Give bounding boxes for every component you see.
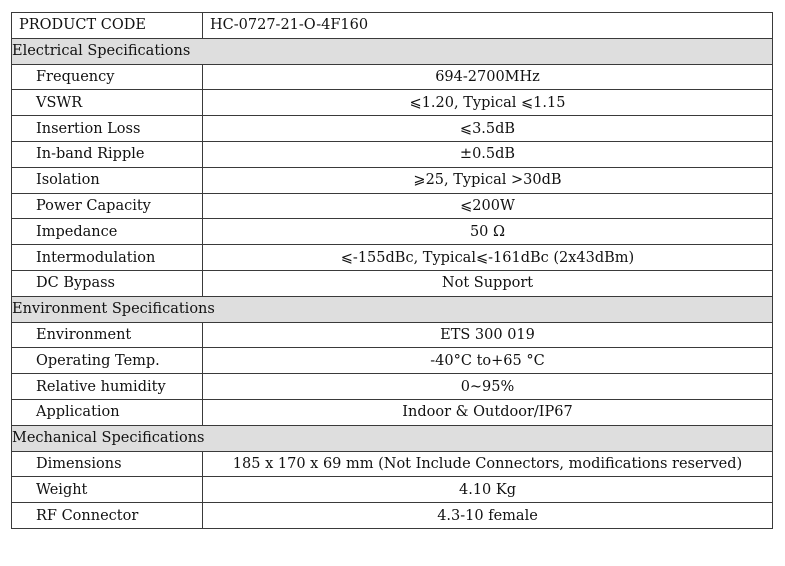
spec-label: Frequency xyxy=(12,64,203,90)
section-title: Environment Specifications xyxy=(12,296,773,322)
spec-row xyxy=(12,64,773,90)
spec-label: Insertion Loss xyxy=(12,116,203,142)
spec-row xyxy=(12,374,773,400)
spec-row xyxy=(12,167,773,193)
spec-value: ⩽-155dBc, Typical⩽-161dBc (2x43dBm) xyxy=(203,245,773,271)
spec-label: Intermodulation xyxy=(12,245,203,271)
section-header-row xyxy=(12,425,773,451)
spec-label: Relative humidity xyxy=(12,374,203,400)
spec-row xyxy=(12,399,773,425)
spec-value: 4.10 Kg xyxy=(203,477,773,503)
spec-table xyxy=(11,12,773,529)
spec-row xyxy=(12,322,773,348)
spec-value: Indoor & Outdoor/IP67 xyxy=(203,399,773,425)
spec-value: ETS 300 019 xyxy=(203,322,773,348)
section-header-row xyxy=(12,38,773,64)
spec-label: Impedance xyxy=(12,219,203,245)
spec-value: 4.3-10 female xyxy=(203,503,773,529)
spec-label: DC Bypass xyxy=(12,270,203,296)
spec-table-body xyxy=(12,13,773,529)
spec-value: ⩽200W xyxy=(203,193,773,219)
section-title: Mechanical Specifications xyxy=(12,425,773,451)
spec-value: 0~95% xyxy=(203,374,773,400)
spec-row xyxy=(12,141,773,167)
spec-value: 694-2700MHz xyxy=(203,64,773,90)
spec-value: -40°C to+65 °C xyxy=(203,348,773,374)
spec-row xyxy=(12,116,773,142)
spec-row xyxy=(12,270,773,296)
spec-label: VSWR xyxy=(12,90,203,116)
spec-value: 50 Ω xyxy=(203,219,773,245)
spec-row xyxy=(12,90,773,116)
spec-row xyxy=(12,245,773,271)
product-code-row xyxy=(12,13,773,39)
section-title: Electrical Specifications xyxy=(12,38,773,64)
spec-label: Operating Temp. xyxy=(12,348,203,374)
product-code-label: PRODUCT CODE xyxy=(12,13,203,39)
spec-label: Environment xyxy=(12,322,203,348)
spec-row xyxy=(12,503,773,529)
spec-label: Dimensions xyxy=(12,451,203,477)
spec-row xyxy=(12,348,773,374)
spec-row xyxy=(12,193,773,219)
spec-value: ⩾25, Typical >30dB xyxy=(203,167,773,193)
spec-value: ±0.5dB xyxy=(203,141,773,167)
spec-label: Weight xyxy=(12,477,203,503)
spec-row xyxy=(12,477,773,503)
product-code-value: HC-0727-21-O-4F160 xyxy=(203,13,773,39)
spec-value: Not Support xyxy=(203,270,773,296)
spec-label: RF Connector xyxy=(12,503,203,529)
spec-row xyxy=(12,219,773,245)
section-header-row xyxy=(12,296,773,322)
spec-value: ⩽3.5dB xyxy=(203,116,773,142)
spec-value: 185 x 170 x 69 mm (Not Include Connectors, modifications reserved) xyxy=(203,451,773,477)
spec-label: Application xyxy=(12,399,203,425)
spec-label: Isolation xyxy=(12,167,203,193)
spec-label: In-band Ripple xyxy=(12,141,203,167)
spec-row xyxy=(12,451,773,477)
spec-value: ⩽1.20, Typical ⩽1.15 xyxy=(203,90,773,116)
spec-label: Power Capacity xyxy=(12,193,203,219)
